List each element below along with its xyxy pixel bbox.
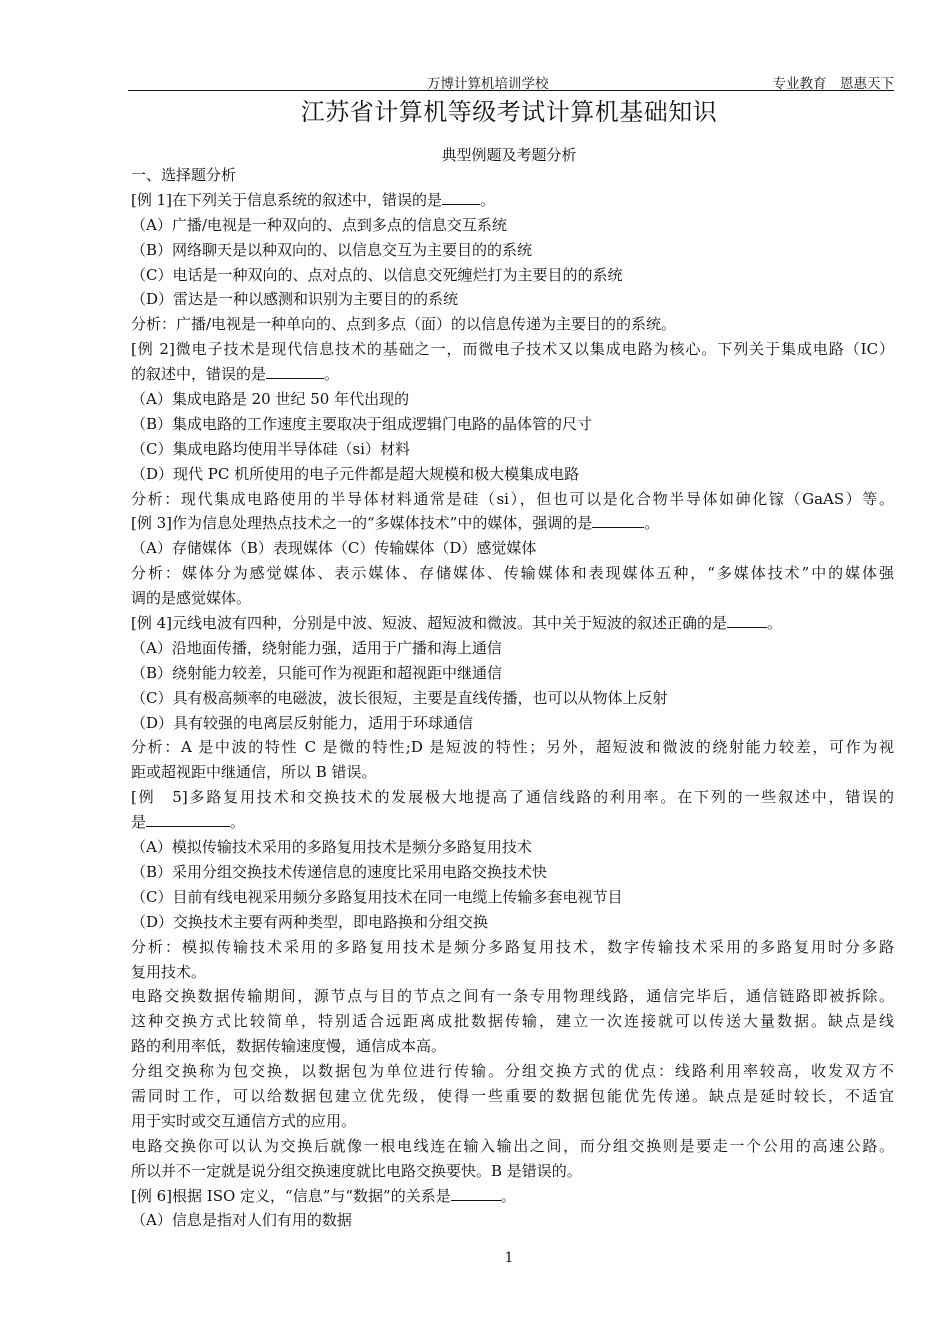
text-line: （C）具有极高频率的电磁波，波长很短，主要是直线传播，也可以从物体上反射 bbox=[131, 688, 668, 707]
text-line: （D）交换技术主要有两种类型，即电路换和分组交换 bbox=[131, 912, 489, 931]
question-end: 。 bbox=[500, 1186, 516, 1205]
text-line bbox=[131, 810, 894, 835]
question-stem: [例 4]元线电波有四种，分别是中波、短波、超短波和微波。其中关于短波的叙述正确的是 bbox=[131, 614, 728, 633]
text-line: 分析：现代集成电路使用的半导体材料通常是硅（si），但也可以是化合物半导体如砷化镓（GaAS）等。 bbox=[131, 489, 894, 508]
text-line: 调的是感觉媒体。 bbox=[131, 589, 252, 608]
text-line: 分析：模拟传输技术采用的多路复用技术是频分多路复用技术，数字传输技术采用的多路复用时分多路 bbox=[131, 937, 894, 956]
question-stem: 是 bbox=[131, 813, 147, 832]
text-line: 需同时工作，可以给数据包建立优先级，使得一些重要的数据包能优先传递。缺点是延时较长，不适宜 bbox=[131, 1086, 894, 1105]
text-line: 电路交换你可以认为交换后就像一根电线连在输入输出之间，而分组交换则是要走一个公用的高速公路。 bbox=[131, 1136, 894, 1155]
page-number: 1 bbox=[504, 1250, 514, 1266]
text-line: 分析：广播/电视是一种单向的、点到多点（面）的以信息传递为主要目的的系统。 bbox=[131, 315, 677, 334]
text-line: 复用技术。 bbox=[131, 962, 207, 981]
text-line bbox=[131, 362, 894, 387]
text-line: （D）具有较强的电离层反射能力，适用于环球通信 bbox=[131, 713, 474, 732]
question-end: 。 bbox=[480, 190, 496, 209]
header-school-name: 万博计算机培训学校 bbox=[427, 76, 549, 92]
text-line bbox=[131, 611, 894, 636]
section-heading: 一、选择题分析 bbox=[131, 166, 237, 184]
question-end: 。 bbox=[767, 614, 783, 633]
text-line: 分析：A 是中波的特性 C 是微的特性;D 是短波的特性；另外，超短波和微波的绕射能力较差，可作为视 bbox=[131, 738, 894, 757]
answer-blank bbox=[727, 612, 767, 628]
answer-blank bbox=[266, 363, 324, 379]
text-line: （C）集成电路均使用半导体硅（si）材料 bbox=[131, 439, 410, 458]
body-lines bbox=[131, 188, 894, 1233]
text-line: （B）网络聊天是以种双向的、以信息交互为主要目的的系统 bbox=[131, 240, 533, 259]
question-stem: [例 1]在下列关于信息系统的叙述中，错误的是 bbox=[131, 190, 443, 209]
text-line: 分组交换称为包交换，以数据包为单位进行传输。分组交换方式的优点：线路利用率较高，收发双方不 bbox=[131, 1062, 894, 1081]
text-line: 电路交换数据传输期间，源节点与目的节点之间有一条专用物理线路，通信完毕后，通信链路即被拆除。 bbox=[131, 987, 894, 1006]
text-line: 这种交换方式比较简单，特别适合远距离成批数据传输，建立一次连接就可以传送大量数据。缺点是线 bbox=[131, 1012, 894, 1031]
text-line bbox=[131, 188, 894, 213]
text-line: （A）模拟传输技术采用的多路复用技术是频分多路复用技术 bbox=[131, 838, 532, 857]
text-line: （B）集成电路的工作速度主要取决于组成逻辑门电路的晶体管的尺寸 bbox=[131, 414, 593, 433]
text-line: 所以并不一定就是说分组交换速度就比电路交换要快。B 是错误的。 bbox=[131, 1161, 582, 1180]
page-header bbox=[128, 70, 894, 91]
text-line: （A）集成电路是 20 世纪 50 年代出现的 bbox=[131, 390, 410, 409]
answer-blank bbox=[442, 189, 480, 205]
document-subtitle: 典型例题及考题分析 bbox=[441, 146, 577, 164]
text-line: （D）雷达是一种以感测和识别为主要目的的系统 bbox=[131, 290, 459, 309]
question-end: 。 bbox=[230, 813, 246, 832]
text-line: 距或超视距中继通信，所以 B 错误。 bbox=[131, 763, 377, 782]
text-line: 路的利用率低，数据传输速度慢，通信成本高。 bbox=[131, 1037, 447, 1056]
question-end: 。 bbox=[644, 514, 660, 533]
text-line: （A）沿地面传播，绕射能力强，适用于广播和海上通信 bbox=[131, 638, 502, 657]
answer-blank bbox=[451, 1185, 501, 1201]
document-body bbox=[131, 163, 894, 1233]
text-line bbox=[131, 511, 894, 536]
text-line: （D）现代 PC 机所使用的电子元件都是超大规模和极大模集成电路 bbox=[131, 464, 580, 483]
document-title: 江苏省计算机等级考试计算机基础知识 bbox=[300, 98, 718, 126]
text-line: （A）存储媒体（B）表现媒体（C）传输媒体（D）感觉媒体 bbox=[131, 539, 537, 558]
text-line: [例 2]微电子技术是现代信息技术的基础之一，而微电子技术又以集成电路为核心。下列关于集成电路（IC） bbox=[131, 340, 894, 359]
text-line: 分析：媒体分为感觉媒体、表示媒体、存储媒体、传输媒体和表现媒体五种，“多媒体技术”中的媒体强 bbox=[131, 564, 894, 583]
text-line: （A）广播/电视是一种双向的、点到多点的信息交互系统 bbox=[131, 215, 507, 234]
question-stem: [例 6]根据 ISO 定义，“信息”与“数据”的关系是 bbox=[131, 1186, 451, 1205]
text-line: （B）绕射能力较差，只能可作为视距和超视距中继通信 bbox=[131, 663, 503, 682]
text-line: （A）信息是指对人们有用的数据 bbox=[131, 1211, 352, 1230]
text-line: （B）采用分组交换技术传递信息的速度比采用电路交换技术快 bbox=[131, 862, 548, 881]
question-end: 。 bbox=[324, 365, 340, 384]
text-line: （C）目前有线电视采用频分多路复用技术在同一电缆上传输多套电视节目 bbox=[131, 887, 623, 906]
answer-blank bbox=[146, 811, 230, 827]
question-stem: [例 3]作为信息处理热点技术之一的“多媒体技术”中的媒体，强调的是 bbox=[131, 514, 593, 533]
header-slogan: 专业教育 恩惠天下 bbox=[772, 76, 894, 92]
text-line: 用于实时或交互通信方式的应用。 bbox=[131, 1111, 357, 1130]
text-line bbox=[131, 1184, 894, 1209]
text-line: [例 5]多路复用技术和交换技术的发展极大地提高了通信线路的利用率。在下列的一些叙述中，错误的 bbox=[131, 788, 894, 807]
question-stem: 的叙述中，错误的是 bbox=[131, 365, 267, 384]
text-line: （C）电话是一种双向的、点对点的、以信息交死缠烂打为主要目的的系统 bbox=[131, 265, 623, 284]
answer-blank bbox=[592, 512, 644, 528]
